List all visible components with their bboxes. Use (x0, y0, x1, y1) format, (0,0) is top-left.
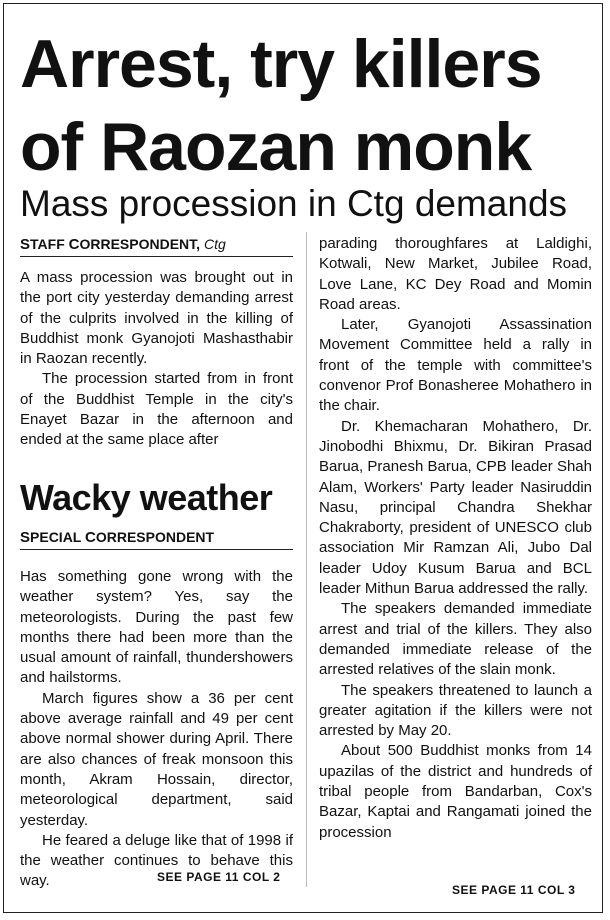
second-story-jump-line: SEE PAGE 11 COL 2 (157, 870, 281, 884)
main-paragraph: About 500 Buddhist monks from 14 upazilas of the district and hundreds of tribal people from Bandarban, Cox's Bazar, Kaptai and Rangamati joined the procession (319, 742, 592, 841)
main-story-left-column (20, 234, 293, 451)
main-byline: STAFF CORRESPONDENT, Ctg (20, 234, 293, 257)
second-byline: SPECIAL CORRESPONDENT (20, 527, 293, 550)
main-subheadline: Mass procession in Ctg demands (20, 183, 568, 224)
main-paragraph: The speakers demanded immediate arrest and trial of the killers. They also demanded immediate release of the arrested relatives of the slain monk. (319, 600, 592, 679)
main-paragraph: parading thoroughfares at Laldighi, Kotwali, New Market, Jubilee Road, Love Lane, KC Dey Road and Momin Road areas. (319, 235, 592, 313)
second-paragraph: Has something gone wrong with the weather system? Yes, say the meteorologists. During the past few months there had been more than the usual amount of rainfall, thundershowers and hailstorms. (20, 568, 293, 687)
main-story-jump-line: SEE PAGE 11 COL 3 (452, 883, 576, 897)
main-headline-line-2: of Raozan monk (20, 109, 532, 185)
column-divider (306, 232, 307, 887)
main-paragraph: The procession started from in front of the Buddhist Temple in the city's Enayet Bazar in the afternoon and ended at the same place after (20, 370, 293, 449)
main-paragraph: Later, Gyanojoti Assassination Movement Committee held a rally in front of the temple with committee's convenor Prof Bonasheree Mohathero in the chair. (319, 316, 592, 415)
main-paragraph: Dr. Khemacharan Mohathero, Dr. Jinobodhi Bhixmu, Dr. Bikiran Prasad Barua, Pranesh Barua, CPB leader Shah Alam, Workers' Party leader Nasiruddin Nasu, principal Chandra Shekhar Chakraborty, president of UNESCO club association Mir Ramzan Ali, Jubo Dal leader Udoy Kusum Barua and BCL leader Mithun Barua addressed the rally. (319, 417, 592, 598)
main-paragraph: The speakers threatened to launch a greater agitation if the killers were not arrested by May 20. (319, 681, 592, 740)
main-paragraph: A mass procession was brought out in the port city yesterday demanding arrest of the culprits involved in the killing of Buddhist monk Gyanojoti Mashasthabir in Raozan recently. (20, 269, 293, 368)
main-byline-location: Ctg (203, 236, 226, 252)
main-story-right-column (319, 234, 592, 843)
second-story-column (20, 527, 293, 892)
second-paragraph: March figures show a 36 per cent above average rainfall and 49 per cent above normal shower during April. There are also chances of freak monsoon this month, Akram Hossain, director, meteorological department, said yesterday. (20, 689, 293, 829)
main-headline-line-1: Arrest, try killers (20, 26, 542, 102)
second-headline: Wacky weather (20, 477, 273, 518)
second-paragraph: He feared a deluge like that of 1998 if the weather continues to behave this way. (20, 831, 293, 890)
